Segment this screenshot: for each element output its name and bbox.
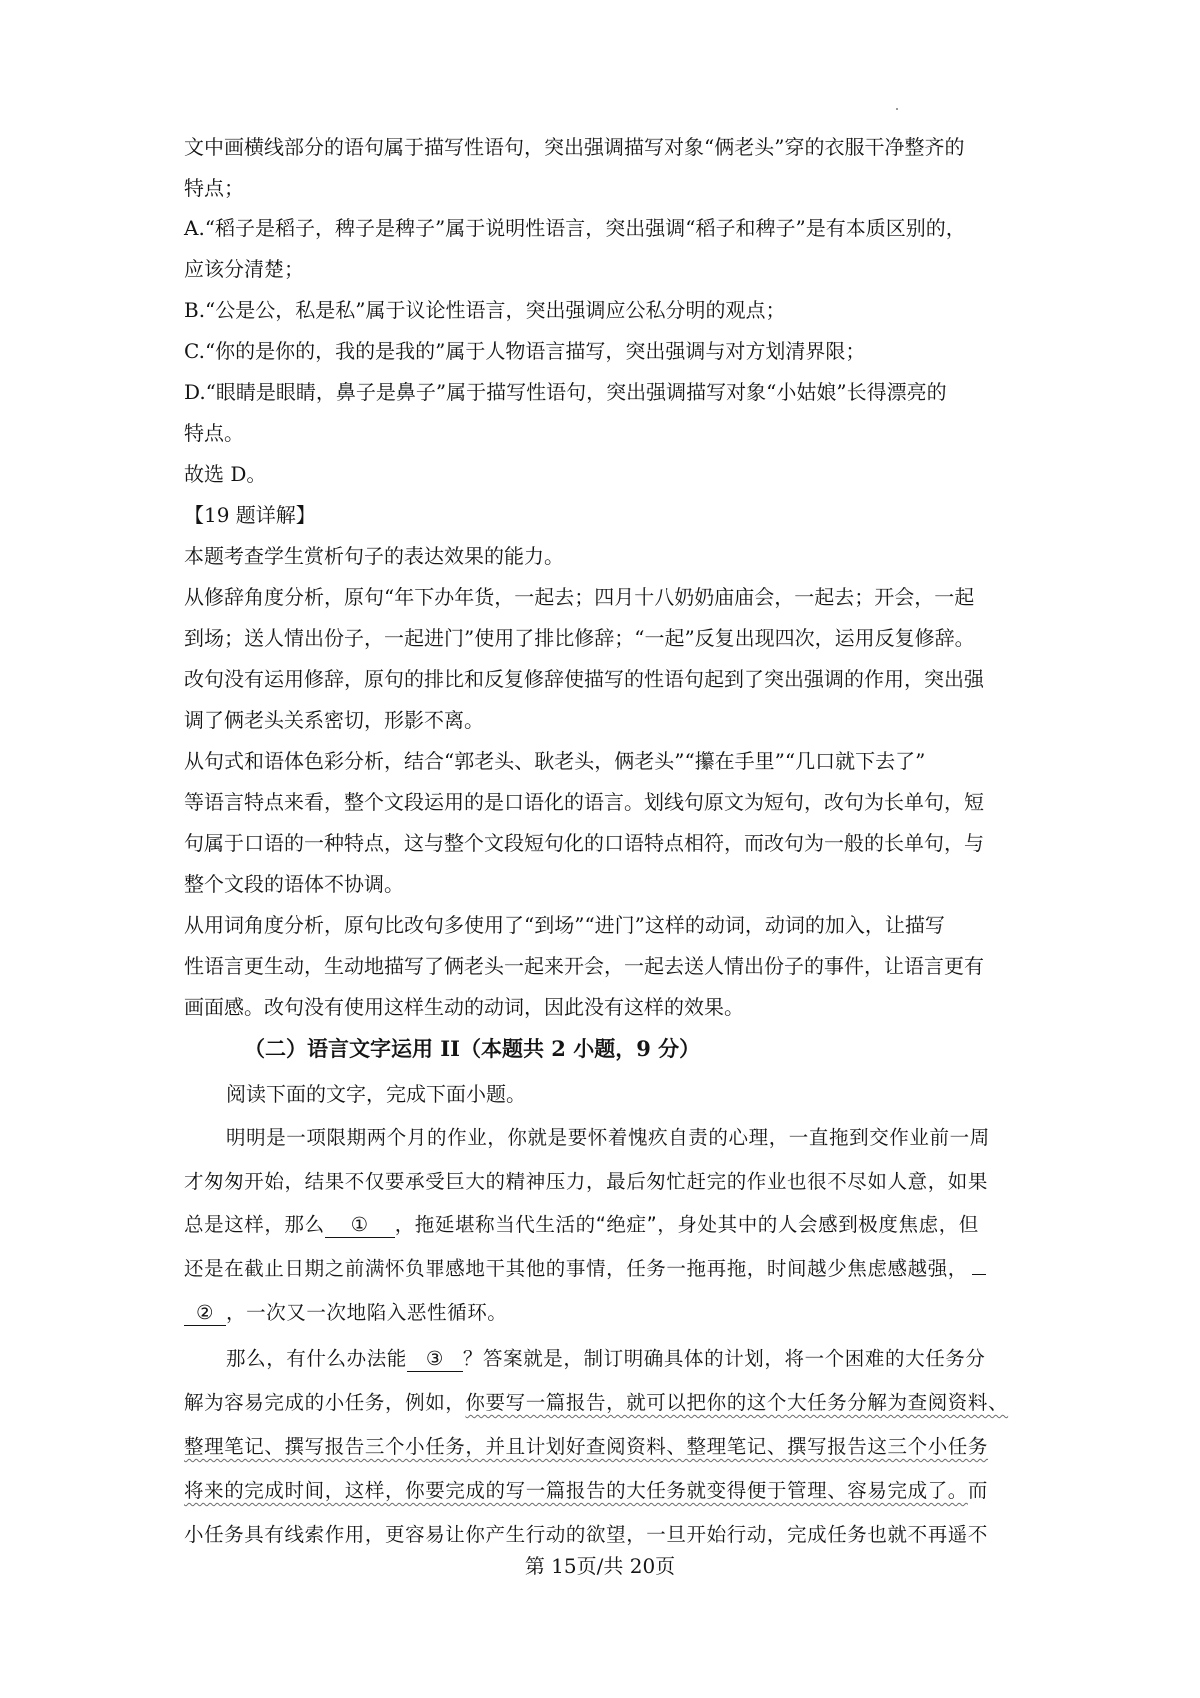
text-line: 整个文段的语体不协调。 <box>184 872 404 896</box>
text-line: B.“公是公，私是私”属于议论性语言，突出强调应公私分明的观点； <box>184 298 786 322</box>
passage-line <box>184 1255 986 1283</box>
text-line: A.“稻子是稻子，稗子是稗子”属于说明性语言，突出强调“稻子和稗子”是有本质区别的， <box>184 216 966 240</box>
passage-text: 那么，有什么办法能 <box>226 1347 407 1370</box>
text-line: 文中画横线部分的语句属于描写性语句，突出强调描写对象“俩老头”穿的衣服干净整齐的 <box>184 135 965 159</box>
text-line: 到场；送人情出份子，一起进门”使用了排比修辞；“一起”反复出现四次，运用反复修辞。 <box>184 626 975 650</box>
passage-text: 解为容易完成的小任务，例如， <box>184 1391 466 1414</box>
passage-line <box>184 1477 988 1505</box>
section-heading: （二）语言文字运用 II（本题共 2 小题，9 分） <box>244 1036 701 1061</box>
passage-line: 明明是一项限期两个月的作业，你就是要怀着愧疚自责的心理，一直拖到交作业前一周 <box>226 1126 990 1149</box>
text-line: 特点； <box>184 176 244 200</box>
text-line: 调了俩老头关系密切，形影不离。 <box>184 708 484 732</box>
wavy-underlined-line: 整理笔记、撰写报告三个小任务，并且计划好查阅资料、整理笔记、撰写报告这三个小任务 <box>184 1435 989 1458</box>
passage-line: 才匆匆开始，结果不仅要承受巨大的精神压力，最后匆忙赶完的作业也很不尽如人意，如果 <box>184 1170 989 1193</box>
passage-text: ，拖延堪称当代生活的“绝症”，身处其中的人会感到极度焦虑，但 <box>394 1213 979 1236</box>
passage-line <box>184 1389 1008 1417</box>
text-line: 从用词角度分析，原句比改句多使用了“到场”“进门”这样的动词，动词的加入，让描写 <box>184 913 945 937</box>
passage-text: 还是在截止日期之前满怀负罪感地干其他的事情，任务一拖再拖，时间越少焦虑感越强， <box>184 1257 968 1280</box>
blank-3: ③ <box>407 1347 463 1372</box>
text-line: 特点。 <box>184 421 244 445</box>
text-line: 故选 D。 <box>184 462 267 486</box>
text-line: 本题考查学生赏析句子的表达效果的能力。 <box>184 544 564 568</box>
text-line: 画面感。改句没有使用这样生动的动词，因此没有这样的效果。 <box>184 995 744 1019</box>
text-line: 等语言特点来看，整个文段运用的是口语化的语言。划线句原文为短句，改句为长单句，短 <box>184 790 984 814</box>
text-line: 应该分清楚； <box>184 257 304 281</box>
passage-line <box>226 1345 986 1373</box>
wavy-underlined-text: 将来的完成时间，这样，你要完成的写一篇报告的大任务就变得便于管理、容易完成了。 <box>184 1479 968 1502</box>
passage-text: ，一次又一次地陷入恶性循环。 <box>226 1301 508 1324</box>
question-heading: 【19 题详解】 <box>184 503 316 527</box>
page-footer: 第 15页/共 20页 <box>524 1554 676 1578</box>
text-line: 从修辞角度分析，原句“年下办年货，一起去；四月十八奶奶庙庙会，一起去；开会，一起 <box>184 585 975 609</box>
wavy-underlined-text: 你要写一篇报告，就可以把你的这个大任务分解为查阅资料、 <box>465 1391 1009 1414</box>
text-line: 句属于口语的一种特点，这与整个文段短句化的口语特点相符，而改句为一般的长单句，与 <box>184 831 984 855</box>
instruction: 阅读下面的文字，完成下面小题。 <box>226 1082 526 1106</box>
blank-1: ① <box>325 1213 395 1238</box>
blank-2-start <box>972 1274 986 1275</box>
text-line: 从句式和语体色彩分析，结合“郭老头、耿老头，俩老头”“攥在手里”“几口就下去了” <box>184 749 926 773</box>
blank-2: ② <box>184 1301 226 1326</box>
passage-line <box>184 1211 979 1239</box>
text-line: 性语言更生动，生动地描写了俩老头一起来开会，一起去送人情出份子的事件，让语言更有 <box>184 954 984 978</box>
passage-text: 总是这样，那么 <box>184 1213 325 1236</box>
passage-text: ？答案就是，制订明确具体的计划，将一个困难的大任务分 <box>462 1347 986 1370</box>
passage-text: 而 <box>967 1479 989 1502</box>
passage-line: 小任务具有线索作用，更容易让你产生行动的欲望，一旦开始行动，完成任务也就不再遥不 <box>184 1523 989 1546</box>
scan-mark <box>896 108 898 110</box>
text-line: 改句没有运用修辞，原句的排比和反复修辞使描写的性语句起到了突出强调的作用，突出强 <box>184 667 984 691</box>
text-line: C.“你的是你的，我的是我的”属于人物语言描写，突出强调与对方划清界限； <box>184 339 866 363</box>
passage-line <box>184 1299 507 1327</box>
text-line: D.“眼睛是眼睛，鼻子是鼻子”属于描写性语句，突出强调描写对象“小姑娘”长得漂亮的 <box>184 380 947 404</box>
